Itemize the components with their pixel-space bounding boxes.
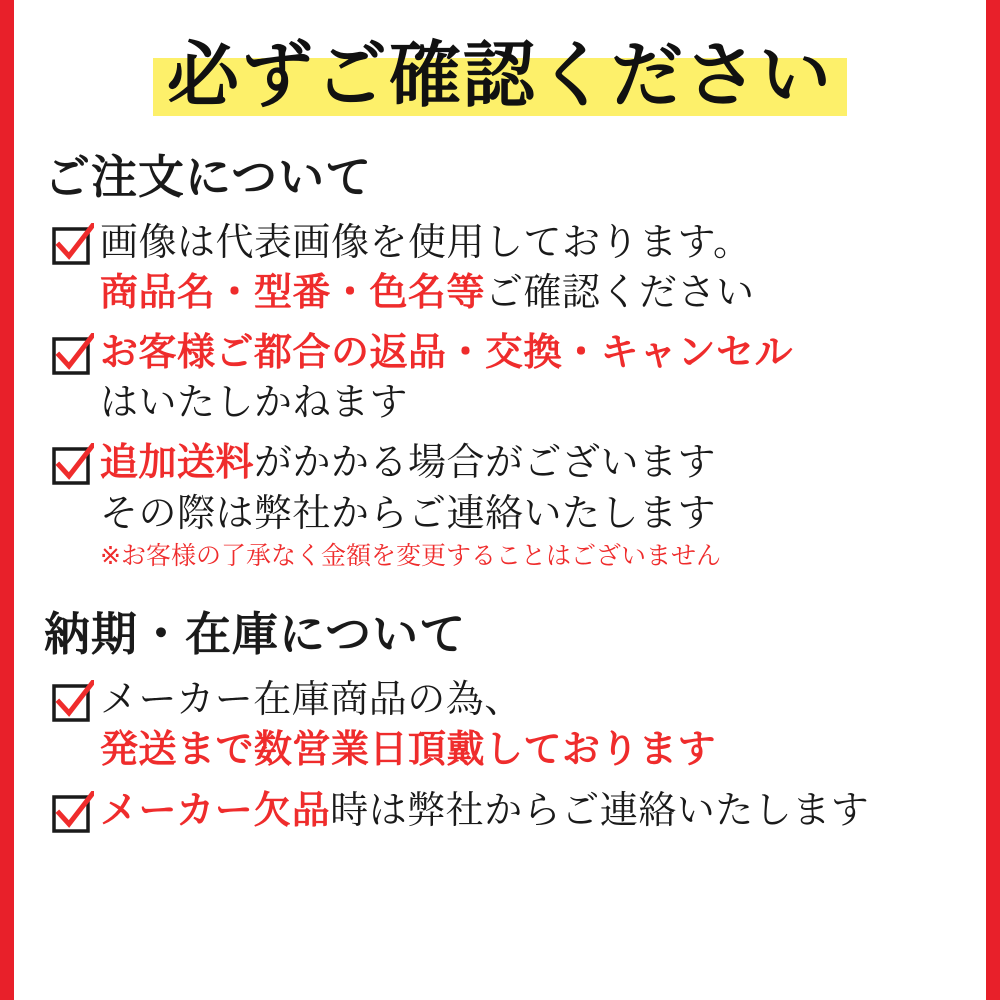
list-item-text [100, 217, 986, 317]
item-line: その際は弊社からご連絡いたします [100, 490, 717, 535]
item-line-segment-black: 時は弊社からご連絡いたします [330, 787, 870, 832]
page-title [153, 30, 847, 119]
checkbox-checked-icon [52, 333, 94, 375]
right-red-bar [986, 0, 1000, 1000]
list-item-text [100, 785, 986, 835]
item-line [100, 267, 986, 317]
list-item [52, 217, 986, 317]
item-line: はいたしかねます [100, 380, 409, 425]
list-item-text [100, 327, 986, 427]
item-line: メーカー在庫商品の為、 [100, 677, 523, 722]
checkbox-checked-icon [52, 680, 94, 722]
item-line-segment-black: ご確認ください [485, 269, 755, 314]
left-red-bar [0, 0, 14, 1000]
checkbox-checked-icon [52, 791, 94, 833]
checkbox-checked-icon [52, 443, 94, 485]
item-line-segment-black: がかかる場合がございます [254, 440, 717, 485]
list-item [52, 327, 986, 427]
list-item [52, 674, 986, 774]
item-line: 画像は代表画像を使用しております。 [100, 219, 752, 264]
item-line: お客様ご都合の返品・交換・キャンセル [100, 330, 794, 375]
item-line-segment-red: 商品名・型番・色名等 [100, 269, 486, 314]
content-area [14, 0, 986, 1000]
list-item-text [100, 674, 986, 774]
checkbox-checked-icon [52, 223, 94, 265]
item-note: ※お客様の了承なく金額を変更することはございません [100, 540, 721, 570]
section-heading-delivery: 納期・在庫について [44, 607, 467, 662]
list-item [52, 785, 986, 835]
item-line [100, 437, 986, 487]
section-heading-order: ご注文について [44, 149, 373, 204]
item-line-segment-red: メーカー欠品 [100, 787, 331, 832]
list-item-text [100, 437, 986, 572]
list-item [52, 437, 986, 572]
title-block [14, 0, 986, 119]
item-line: 発送まで数営業日頂戴しております [100, 727, 717, 772]
item-line [100, 785, 986, 835]
item-line-segment-red: 追加送料 [100, 440, 255, 485]
page-title-text: 必ずご確認ください [166, 33, 833, 117]
